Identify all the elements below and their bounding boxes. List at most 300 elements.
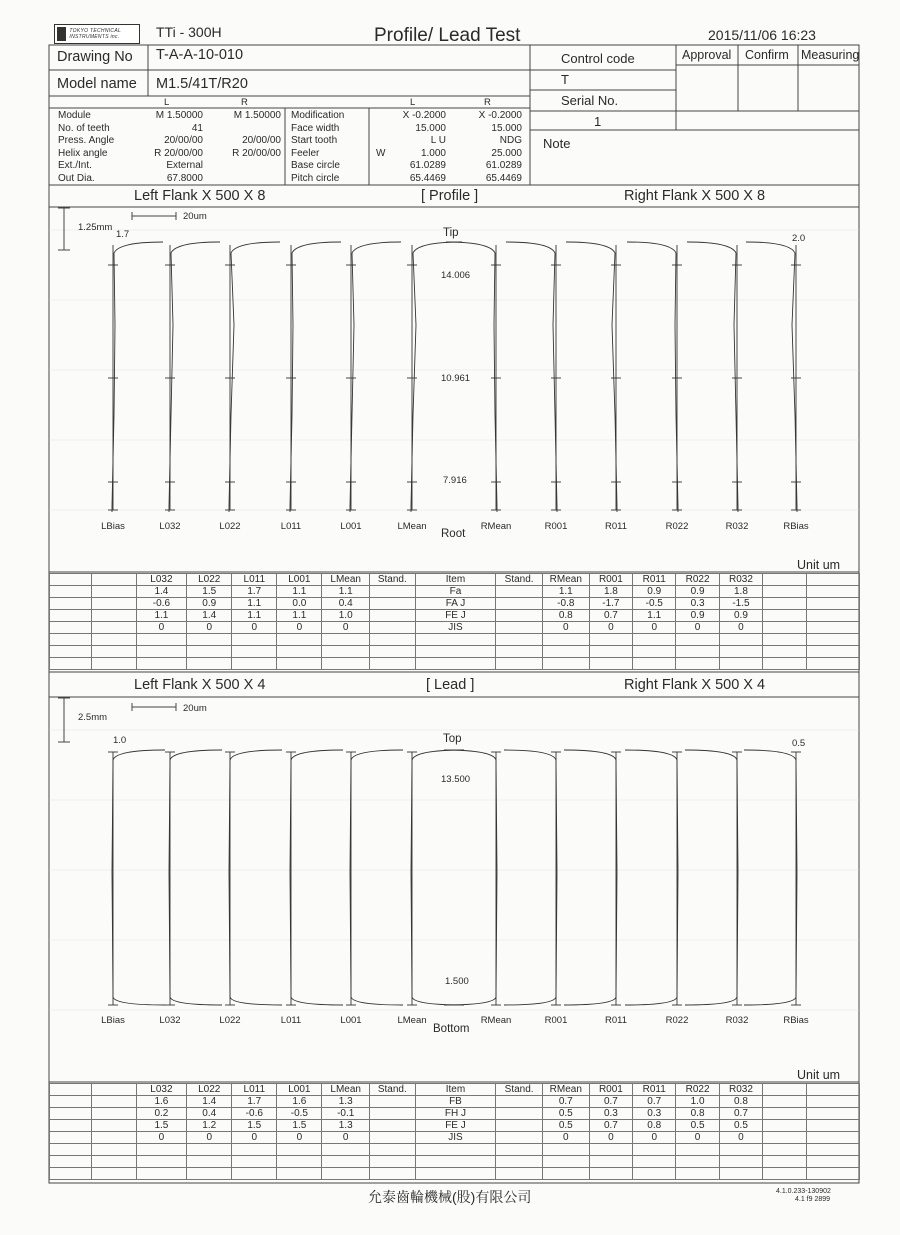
trace-label: L011 xyxy=(280,1015,302,1026)
table-cell: 0.7 xyxy=(719,1108,762,1120)
profile-trace xyxy=(627,242,678,512)
table-cell xyxy=(50,1156,92,1168)
param-name: Modification xyxy=(291,110,345,121)
table-cell: 0.9 xyxy=(676,610,719,622)
table-cell xyxy=(415,658,496,670)
param-left-value: 1.000 xyxy=(420,147,446,159)
profile-marker-3: 7.916 xyxy=(443,475,467,486)
table-cell: 0 xyxy=(589,1132,632,1144)
profile-results-table xyxy=(49,573,860,670)
model-label: Model name xyxy=(57,76,137,92)
lead-trace xyxy=(625,750,678,1005)
table-cell: 0.7 xyxy=(589,1096,632,1108)
table-cell: 0 xyxy=(633,1132,676,1144)
table-row-empty xyxy=(50,1144,860,1156)
table-cell xyxy=(633,1144,676,1156)
table-cell: 0 xyxy=(232,622,277,634)
model-value: M1.5/41T/R20 xyxy=(156,76,248,92)
table-cell xyxy=(322,1168,370,1180)
table-cell xyxy=(496,646,543,658)
table-cell xyxy=(232,658,277,670)
table-cell xyxy=(232,634,277,646)
table-cell xyxy=(50,1132,92,1144)
lead-trace xyxy=(350,750,403,1005)
table-cell: 0.3 xyxy=(676,598,719,610)
profile-top-label: Tip xyxy=(443,227,459,239)
table-cell: 1.1 xyxy=(232,610,277,622)
table-cell xyxy=(763,598,807,610)
table-cell xyxy=(763,1156,807,1168)
table-cell xyxy=(496,622,543,634)
table-cell xyxy=(763,646,807,658)
table-cell: 0.4 xyxy=(187,1108,232,1120)
lead-center-title: [ Lead ] xyxy=(426,677,475,693)
table-cell: L022 xyxy=(187,1084,232,1096)
table-cell xyxy=(496,658,543,670)
table-cell xyxy=(542,646,589,658)
table-cell xyxy=(92,1120,136,1132)
approval-label: Approval xyxy=(682,48,732,62)
table-cell xyxy=(187,634,232,646)
table-cell: JIS xyxy=(415,1132,496,1144)
table-cell xyxy=(719,1144,762,1156)
table-cell: 1.5 xyxy=(277,1120,322,1132)
table-cell xyxy=(763,574,807,586)
table-cell: -0.5 xyxy=(277,1108,322,1120)
table-cell xyxy=(807,1144,860,1156)
table-cell: 0.2 xyxy=(136,1108,187,1120)
table-cell: LMean xyxy=(322,1084,370,1096)
table-cell: 0 xyxy=(719,1132,762,1144)
table-cell: FE J xyxy=(415,610,496,622)
table-cell xyxy=(369,634,415,646)
table-cell xyxy=(676,1156,719,1168)
table-cell: 0.9 xyxy=(719,610,762,622)
table-cell: L011 xyxy=(232,574,277,586)
param-col-r-left: R xyxy=(241,97,248,108)
table-cell xyxy=(496,1120,543,1132)
param-left-value: External xyxy=(166,160,203,172)
param-name: Press. Angle xyxy=(58,135,115,147)
table-cell xyxy=(369,598,415,610)
table-cell: 0.5 xyxy=(542,1108,589,1120)
table-cell xyxy=(676,646,719,658)
table-cell xyxy=(136,1168,187,1180)
table-row-empty xyxy=(50,646,860,658)
table-cell: FE J xyxy=(415,1120,496,1132)
lead-trace xyxy=(411,750,464,1005)
profile-trace xyxy=(229,242,280,512)
table-cell: 1.0 xyxy=(676,1096,719,1108)
param-name: Module xyxy=(58,110,91,121)
table-cell: 0 xyxy=(322,1132,370,1144)
table-cell xyxy=(136,634,187,646)
table-row xyxy=(50,1108,860,1120)
table-cell xyxy=(589,1168,632,1180)
table-cell: 0 xyxy=(719,622,762,634)
table-cell: 1.8 xyxy=(719,586,762,598)
trace-label: RMean xyxy=(480,521,512,532)
table-cell xyxy=(322,1144,370,1156)
profile-marker-1: 14.006 xyxy=(441,270,471,281)
table-cell: FH J xyxy=(415,1108,496,1120)
table-row xyxy=(50,586,860,598)
table-cell xyxy=(369,1156,415,1168)
report-datetime: 2015/11/06 16:23 xyxy=(708,27,816,43)
trace-label: L022 xyxy=(219,1015,241,1026)
machine-name: TTi - 300H xyxy=(156,24,222,40)
trace-label: LBias xyxy=(101,1015,125,1026)
table-cell: JIS xyxy=(415,622,496,634)
table-cell: 0 xyxy=(277,622,322,634)
serial-label: Serial No. xyxy=(561,93,619,108)
table-cell xyxy=(807,598,860,610)
table-cell xyxy=(277,1156,322,1168)
confirm-label: Confirm xyxy=(745,48,789,62)
table-cell xyxy=(719,646,762,658)
table-cell xyxy=(50,1168,92,1180)
table-cell: 1.1 xyxy=(633,610,676,622)
table-cell xyxy=(589,658,632,670)
table-row xyxy=(50,598,860,610)
table-cell xyxy=(589,1144,632,1156)
table-cell xyxy=(763,622,807,634)
table-cell xyxy=(92,1132,136,1144)
lead-trace xyxy=(229,750,282,1005)
table-cell: 0 xyxy=(542,622,589,634)
table-cell xyxy=(136,1144,187,1156)
profile-marker-2: 10.961 xyxy=(441,373,471,384)
table-cell xyxy=(807,1120,860,1132)
table-cell xyxy=(50,646,92,658)
table-cell: Item xyxy=(415,574,496,586)
trace-label: L001 xyxy=(340,521,362,532)
table-cell xyxy=(232,1144,277,1156)
report-title: Profile/ Lead Test xyxy=(374,25,521,46)
trace-label: RBias xyxy=(783,1015,809,1026)
lead-hscale: 20um xyxy=(183,703,207,714)
table-cell: 1.3 xyxy=(322,1120,370,1132)
table-cell xyxy=(369,1108,415,1120)
drawing-label: Drawing No xyxy=(57,49,133,65)
trace-label: R022 xyxy=(665,521,689,532)
table-cell: 0 xyxy=(136,622,187,634)
table-cell xyxy=(187,1156,232,1168)
table-cell: Fa xyxy=(415,586,496,598)
table-cell xyxy=(92,1144,136,1156)
table-cell xyxy=(369,658,415,670)
table-cell xyxy=(763,1132,807,1144)
param-name: Ext./Int. xyxy=(58,160,92,172)
trace-label: L001 xyxy=(340,1015,362,1026)
param-name: No. of teeth xyxy=(58,122,110,134)
table-cell: 0 xyxy=(187,1132,232,1144)
table-cell xyxy=(763,1108,807,1120)
table-row xyxy=(50,1120,860,1132)
table-cell xyxy=(369,1132,415,1144)
table-cell: 0 xyxy=(542,1132,589,1144)
table-cell xyxy=(633,658,676,670)
table-cell: 1.7 xyxy=(232,1096,277,1108)
table-cell: FB xyxy=(415,1096,496,1108)
table-cell xyxy=(589,646,632,658)
table-cell: -1.7 xyxy=(589,598,632,610)
table-cell xyxy=(50,1096,92,1108)
table-cell xyxy=(807,1156,860,1168)
table-cell xyxy=(763,1096,807,1108)
profile-center-title: [ Profile ] xyxy=(421,188,479,204)
lead-bottom-label: Bottom xyxy=(433,1023,470,1035)
table-cell xyxy=(496,1108,543,1120)
table-cell: 1.4 xyxy=(136,586,187,598)
table-cell: 0.9 xyxy=(633,586,676,598)
table-cell xyxy=(50,1108,92,1120)
table-cell: R011 xyxy=(633,574,676,586)
table-cell xyxy=(369,622,415,634)
param-prefix: W xyxy=(376,147,386,159)
table-cell: 1.6 xyxy=(277,1096,322,1108)
param-name: Out Dia. xyxy=(58,173,95,184)
table-cell xyxy=(187,658,232,670)
param-left-value: 41 xyxy=(191,122,203,134)
table-cell xyxy=(232,1168,277,1180)
table-cell xyxy=(415,1168,496,1180)
table-cell xyxy=(633,1156,676,1168)
table-cell: 0.8 xyxy=(542,610,589,622)
table-cell xyxy=(50,1084,92,1096)
table-cell xyxy=(807,646,860,658)
table-cell: 0.4 xyxy=(322,598,370,610)
measuring-label: Measuring xyxy=(801,48,860,62)
table-cell: L011 xyxy=(232,1084,277,1096)
table-cell xyxy=(496,598,543,610)
table-cell: 0.7 xyxy=(633,1096,676,1108)
table-cell xyxy=(542,658,589,670)
param-left-value: 65.4469 xyxy=(409,173,446,184)
lead-left-corner: 1.0 xyxy=(113,735,127,746)
table-cell xyxy=(369,1096,415,1108)
control-value: T xyxy=(561,72,569,87)
table-cell: R032 xyxy=(719,1084,762,1096)
param-left-value: 20/00/00 xyxy=(164,135,203,147)
lead-trace xyxy=(444,750,497,1005)
lead-trace xyxy=(112,750,165,1005)
param-left-value: L U xyxy=(430,135,446,147)
lead-marker-2: 1.500 xyxy=(445,976,469,987)
table-cell xyxy=(136,1156,187,1168)
table-cell xyxy=(807,574,860,586)
param-right-value: R 20/00/00 xyxy=(232,147,281,159)
table-cell xyxy=(763,586,807,598)
table-cell: 0 xyxy=(277,1132,322,1144)
table-cell xyxy=(92,610,136,622)
table-cell: 0 xyxy=(232,1132,277,1144)
table-cell xyxy=(369,610,415,622)
table-cell: RMean xyxy=(542,1084,589,1096)
table-cell: Stand. xyxy=(496,1084,543,1096)
table-cell xyxy=(807,1108,860,1120)
table-cell xyxy=(807,1132,860,1144)
param-right-value: M 1.50000 xyxy=(233,110,281,121)
trace-label: R032 xyxy=(725,521,749,532)
table-cell xyxy=(807,1168,860,1180)
table-cell xyxy=(542,1168,589,1180)
table-cell: -0.1 xyxy=(322,1108,370,1120)
table-cell: 1.1 xyxy=(277,586,322,598)
table-cell xyxy=(50,622,92,634)
lead-right-title: Right Flank X 500 X 4 xyxy=(624,677,766,693)
profile-bottom-label: Root xyxy=(441,528,466,540)
table-cell xyxy=(415,1156,496,1168)
table-cell: 1.5 xyxy=(187,586,232,598)
table-cell: 1.1 xyxy=(322,586,370,598)
table-cell: 0.9 xyxy=(187,598,232,610)
table-cell xyxy=(92,1108,136,1120)
profile-trace xyxy=(112,242,163,512)
trace-label: RMean xyxy=(480,1015,512,1026)
table-row-empty xyxy=(50,1168,860,1180)
table-cell: L032 xyxy=(136,574,187,586)
param-name: Face width xyxy=(291,122,340,134)
table-cell: Stand. xyxy=(369,1084,415,1096)
table-row-empty xyxy=(50,658,860,670)
table-cell xyxy=(277,1168,322,1180)
table-cell: 0.7 xyxy=(542,1096,589,1108)
param-col-l-right: L xyxy=(410,97,416,108)
table-cell xyxy=(50,610,92,622)
param-col-r-right: R xyxy=(484,97,491,108)
profile-trace xyxy=(506,242,557,512)
serial-value: 1 xyxy=(594,114,602,129)
param-left-value: 67.8000 xyxy=(166,173,203,184)
table-cell xyxy=(322,646,370,658)
param-right-value: 61.0289 xyxy=(485,160,522,172)
table-cell xyxy=(187,1144,232,1156)
table-cell xyxy=(807,1096,860,1108)
table-row-empty xyxy=(50,1156,860,1168)
profile-right-title: Right Flank X 500 X 8 xyxy=(624,188,766,204)
profile-unit: Unit um xyxy=(797,558,841,572)
table-cell: L022 xyxy=(187,574,232,586)
trace-label: LBias xyxy=(101,521,125,532)
table-cell: -0.8 xyxy=(542,598,589,610)
trace-label: RBias xyxy=(783,521,809,532)
table-cell: RMean xyxy=(542,574,589,586)
table-cell xyxy=(50,598,92,610)
param-right-value: X -0.2000 xyxy=(478,110,522,121)
table-cell: 0.5 xyxy=(676,1120,719,1132)
table-cell xyxy=(676,634,719,646)
lead-results-table xyxy=(49,1083,860,1180)
table-cell xyxy=(496,1144,543,1156)
table-cell xyxy=(50,658,92,670)
table-cell xyxy=(807,610,860,622)
table-cell: 1.4 xyxy=(187,610,232,622)
table-cell: 0.9 xyxy=(676,586,719,598)
table-row xyxy=(50,1096,860,1108)
profile-trace xyxy=(169,242,220,512)
table-cell xyxy=(277,634,322,646)
company-name: 允泰齒輪機械(股)有限公司 xyxy=(368,1189,532,1205)
table-cell xyxy=(50,1120,92,1132)
table-cell xyxy=(542,1156,589,1168)
lead-trace xyxy=(744,750,797,1005)
table-cell xyxy=(496,1168,543,1180)
table-cell: 0 xyxy=(187,622,232,634)
table-cell: 0 xyxy=(136,1132,187,1144)
version-line-1: 4.1.0.233-130902 xyxy=(776,1188,831,1195)
lead-right-corner: 0.5 xyxy=(792,738,806,749)
table-header-row xyxy=(50,1084,860,1096)
profile-vscale: 1.25mm xyxy=(78,222,113,233)
table-cell xyxy=(232,646,277,658)
profile-trace xyxy=(746,242,797,512)
table-cell xyxy=(277,1144,322,1156)
table-cell xyxy=(763,634,807,646)
table-cell: 0 xyxy=(589,622,632,634)
table-cell xyxy=(92,622,136,634)
table-cell xyxy=(322,634,370,646)
table-cell xyxy=(92,598,136,610)
table-cell: -0.6 xyxy=(232,1108,277,1120)
table-cell: 0.8 xyxy=(676,1108,719,1120)
param-name: Start tooth xyxy=(291,135,338,147)
table-cell: 0.3 xyxy=(589,1108,632,1120)
profile-trace xyxy=(290,242,341,512)
table-cell xyxy=(763,1084,807,1096)
table-cell: 1.2 xyxy=(187,1120,232,1132)
table-cell xyxy=(496,1156,543,1168)
table-cell xyxy=(92,574,136,586)
trace-label: R001 xyxy=(544,521,568,532)
table-cell xyxy=(187,1168,232,1180)
table-row xyxy=(50,622,860,634)
param-right-value: NDG xyxy=(499,135,522,147)
param-right-value: 65.4469 xyxy=(485,173,522,184)
lead-trace xyxy=(504,750,557,1005)
table-cell: -1.5 xyxy=(719,598,762,610)
trace-label: L011 xyxy=(280,521,302,532)
table-cell: R032 xyxy=(719,574,762,586)
table-cell xyxy=(92,1084,136,1096)
lead-unit: Unit um xyxy=(797,1068,841,1082)
trace-label: L032 xyxy=(159,521,181,532)
table-cell xyxy=(676,658,719,670)
lead-trace xyxy=(564,750,617,1005)
table-cell xyxy=(496,634,543,646)
table-cell: -0.6 xyxy=(136,598,187,610)
lead-top-label: Top xyxy=(443,733,462,745)
table-cell xyxy=(369,1120,415,1132)
table-cell xyxy=(589,634,632,646)
param-right-value: 15.000 xyxy=(491,122,522,134)
table-cell xyxy=(50,574,92,586)
table-cell: 1.5 xyxy=(232,1120,277,1132)
lead-trace xyxy=(169,750,222,1005)
table-cell: R001 xyxy=(589,574,632,586)
table-cell xyxy=(589,1156,632,1168)
table-cell xyxy=(719,658,762,670)
table-cell: 0.8 xyxy=(633,1120,676,1132)
param-name: Base circle xyxy=(291,160,340,172)
param-left-value: M 1.50000 xyxy=(155,110,203,121)
param-left-value: 61.0289 xyxy=(409,160,446,172)
table-cell: R001 xyxy=(589,1084,632,1096)
table-cell xyxy=(807,658,860,670)
trace-label: R032 xyxy=(725,1015,749,1026)
lead-left-title: Left Flank X 500 X 4 xyxy=(134,677,266,693)
table-cell xyxy=(719,634,762,646)
